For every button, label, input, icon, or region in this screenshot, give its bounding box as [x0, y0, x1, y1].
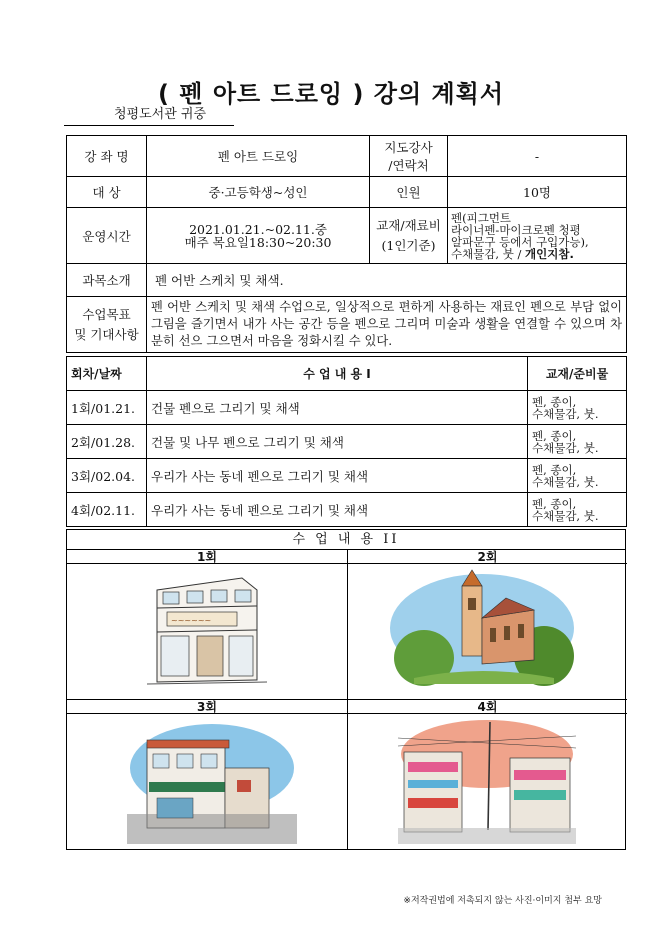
time-value: 2021.01.21.~02.11.중 매주 목요일18:30~20:30 [147, 208, 370, 264]
material-cell: 펜, 종이, 수채물감, 붓. [528, 493, 627, 527]
schedule-table [66, 356, 627, 527]
target-label: 대 상 [67, 177, 147, 208]
neighborhood-sketch-image [127, 718, 297, 844]
session-cell: 2회/01.28. [67, 425, 147, 459]
material-value: 펜(피그먼트 라이너펜-마이크로펜 청평 알파문구 등에서 구입가능), 수채물감, 붓 / 개인지참. [448, 208, 627, 264]
session-1-label: 1회 [67, 550, 347, 564]
course-info-table [66, 135, 627, 353]
table-row [67, 493, 627, 527]
session-cell: 3회/02.04. [67, 459, 147, 493]
session-1-cell [67, 550, 348, 700]
goal-value: 펜 어반 스케치 및 채색 수업으로, 일상적으로 편하게 사용하는 재료인 펜으로 부담 없이 그림을 즐기면서 내가 사는 공간 등을 펜으로 그리며 미술과 생활을 연결할 수 있으며 차분히 선으 그으면서 마음을 정화시킬 수 있다. [147, 297, 627, 353]
recipient: 청평도서관 귀중 [64, 106, 234, 126]
content2-header: 수 업 내 용 II [67, 530, 625, 550]
target-value: 중·고등학생~성인 [147, 177, 370, 208]
time-label: 운영시간 [67, 208, 147, 264]
footer-note: ※저작권법에 저촉되지 않는 사진·이미지 첨부 요망 [403, 896, 602, 906]
class-content-2-box [66, 529, 626, 850]
table-row [67, 425, 627, 459]
intro-label: 과목소개 [67, 264, 147, 297]
bring-own-note: 개인지참. [525, 246, 574, 261]
session-2-label: 2회 [348, 550, 627, 564]
material-header: 교재/준비물 [528, 357, 627, 391]
instructor-label: 지도강사 /연락처 [370, 136, 448, 177]
goal-label: 수업목표 및 기대사항 [67, 297, 147, 353]
session-header: 회차/날짜 [67, 357, 147, 391]
street-painting-image [398, 718, 576, 844]
instructor-value: - [448, 136, 627, 177]
content-header: 수 업 내 용 I [147, 357, 528, 391]
content-cell: 우리가 사는 동네 펜으로 그리기 및 채색 [147, 459, 528, 493]
content-cell: 건물 펜으로 그리기 및 채색 [147, 391, 528, 425]
session-2-cell [348, 550, 627, 700]
session-cell: 1회/01.21. [67, 391, 147, 425]
building-sketch-image [147, 570, 267, 692]
svg-text:~~~~~~: ~~~~~~ [171, 616, 212, 625]
session-3-label: 3회 [67, 700, 347, 714]
material-cell: 펜, 종이, 수채물감, 붓. [528, 425, 627, 459]
material-cell: 펜, 종이, 수채물감, 붓. [528, 391, 627, 425]
church-painting-image [384, 568, 580, 692]
material-label: 교재/재료비 (1인기준) [370, 208, 448, 264]
content-cell: 건물 및 나무 펜으로 그리기 및 채색 [147, 425, 528, 459]
table-row [67, 459, 627, 493]
material-cell: 펜, 종이, 수채물감, 붓. [528, 459, 627, 493]
table-row [67, 391, 627, 425]
session-4-cell [348, 700, 627, 849]
session-cell: 4회/02.11. [67, 493, 147, 527]
page-title: ( 펜 아트 드로잉 ) 강의 계획서 [157, 80, 505, 108]
course-label: 강 좌 명 [67, 136, 147, 177]
course-value: 펜 아트 드로잉 [147, 136, 370, 177]
content-cell: 우리가 사는 동네 펜으로 그리기 및 채색 [147, 493, 528, 527]
session-4-label: 4회 [348, 700, 627, 714]
intro-value: 펜 어반 스케치 및 채색. [147, 264, 627, 297]
session-3-cell [67, 700, 348, 849]
people-value: 10명 [448, 177, 627, 208]
people-label: 인원 [370, 177, 448, 208]
